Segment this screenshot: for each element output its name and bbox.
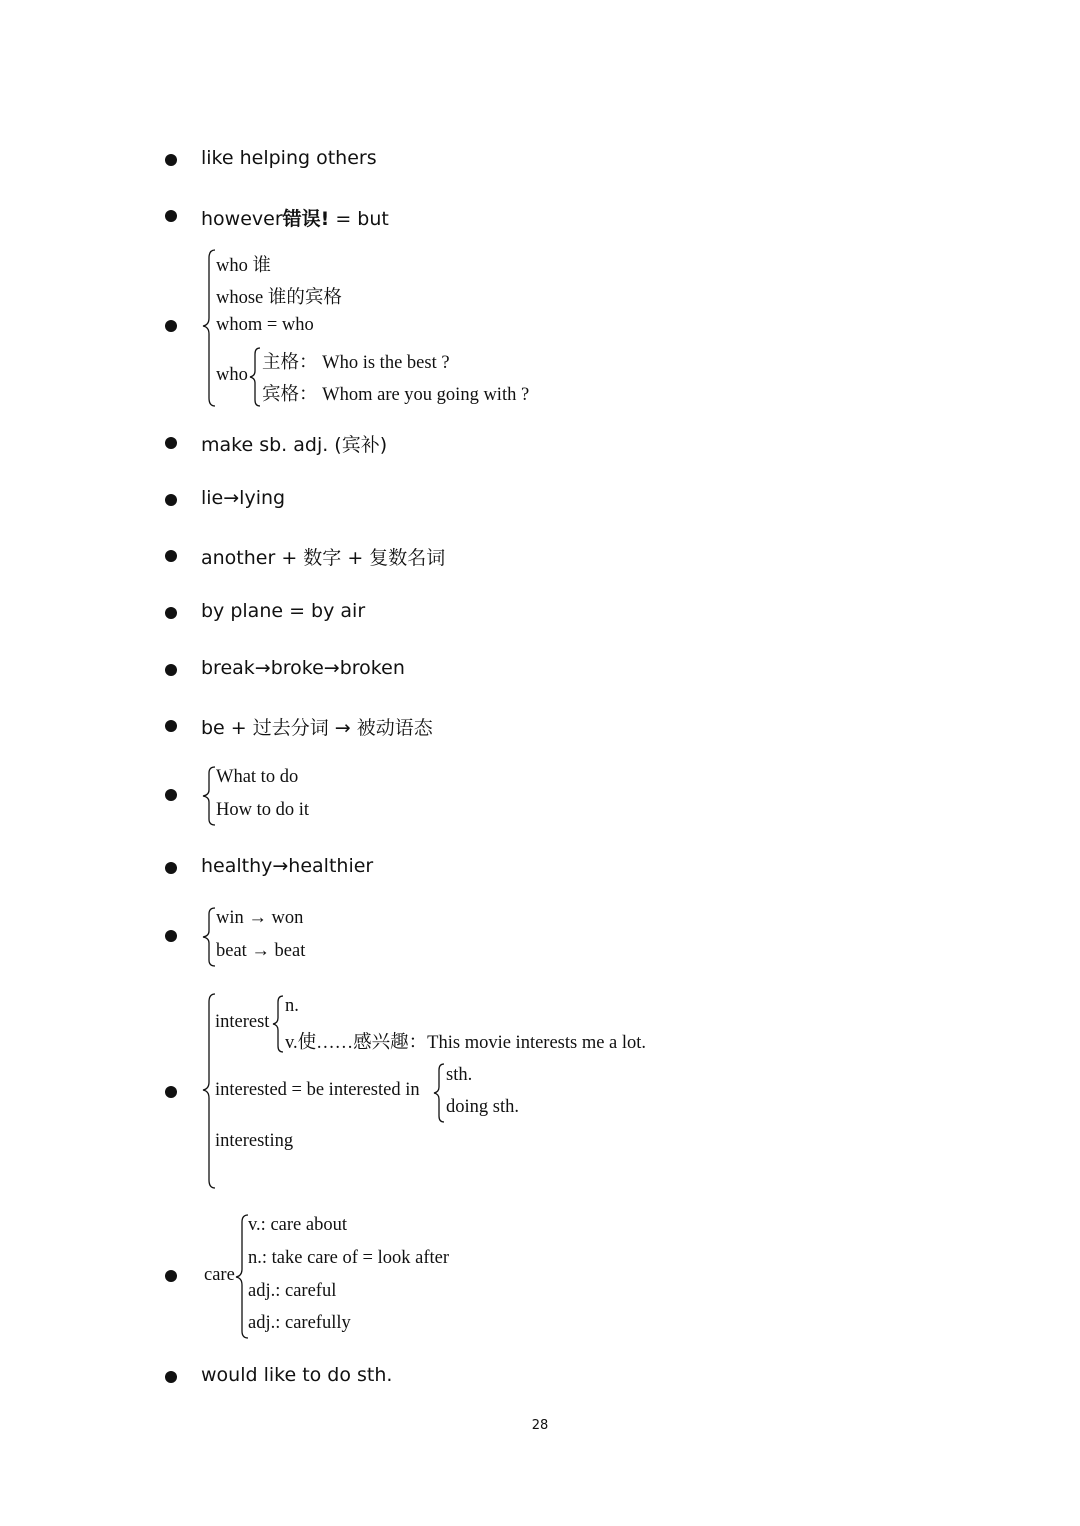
bullet-1 — [165, 154, 177, 166]
item-however — [201, 204, 389, 231]
object-case-line: 宾格： Whom are you going with ? — [262, 385, 530, 405]
bullet-7 — [165, 607, 177, 619]
whom-line: whom = who — [216, 315, 314, 335]
item-make-sb-adj: make sb. adj. (宾补) — [201, 434, 388, 456]
bullet-5 — [165, 494, 177, 506]
interest-verb: v.使……感兴趣：This movie interests me a lot. — [285, 1033, 647, 1053]
who-label: who — [216, 365, 248, 385]
interest-noun: n. — [285, 996, 299, 1016]
interesting-line: interesting — [215, 1131, 294, 1151]
brace-who-case — [247, 346, 263, 408]
bullet-2 — [165, 210, 177, 222]
bullet-12 — [165, 930, 177, 942]
interested-line: interested = be interested in — [215, 1080, 420, 1100]
interest-label: interest — [215, 1012, 270, 1032]
care-adj-carefully: adj.: carefully — [248, 1313, 351, 1333]
item-by-plane: by plane = by air — [201, 600, 366, 622]
however-equals: = but — [329, 208, 389, 230]
item-break: break→broke→broken — [201, 657, 405, 679]
what-to-do-line: What to do — [216, 767, 299, 787]
bullet-11 — [165, 862, 177, 874]
item-healthy: healthy→healthier — [201, 855, 374, 877]
item-lie-lying: lie→lying — [201, 487, 286, 509]
bullet-4 — [165, 437, 177, 449]
interested-sth: sth. — [446, 1065, 473, 1085]
care-adj-careful: adj.: careful — [248, 1281, 337, 1301]
care-verb: v.: care about — [248, 1215, 347, 1235]
item-another: another + 数字 + 复数名词 — [201, 547, 446, 569]
bullet-13 — [165, 1086, 177, 1098]
win-won-line: win → won — [216, 908, 304, 928]
bullet-6 — [165, 550, 177, 562]
brace-interested-in — [431, 1062, 447, 1124]
bullet-8 — [165, 664, 177, 676]
bullet-3 — [165, 320, 177, 332]
item-passive: be + 过去分词 → 被动语态 — [201, 717, 433, 739]
however-word: however — [201, 208, 283, 230]
brace-interest-pos — [270, 994, 286, 1054]
bullet-9 — [165, 720, 177, 732]
who-line: who 谁 — [216, 256, 271, 276]
page-number: 28 — [531, 1418, 549, 1433]
whose-line: whose 谁的宾格 — [216, 288, 342, 308]
how-to-do-it-line: How to do it — [216, 800, 310, 820]
item-like-helping-others: like helping others — [201, 147, 377, 169]
bullet-14 — [165, 1270, 177, 1282]
interested-doing-sth: doing sth. — [446, 1097, 519, 1117]
bullet-15 — [165, 1371, 177, 1383]
subject-case-line: 主格： Who is the best ? — [262, 353, 450, 373]
error-mark: 错误! — [282, 208, 330, 230]
item-would-like: would like to do sth. — [201, 1364, 393, 1386]
care-noun: n.: take care of = look after — [248, 1248, 449, 1268]
care-label: care — [204, 1265, 235, 1285]
beat-beat-line: beat → beat — [216, 941, 306, 961]
bullet-10 — [165, 789, 177, 801]
